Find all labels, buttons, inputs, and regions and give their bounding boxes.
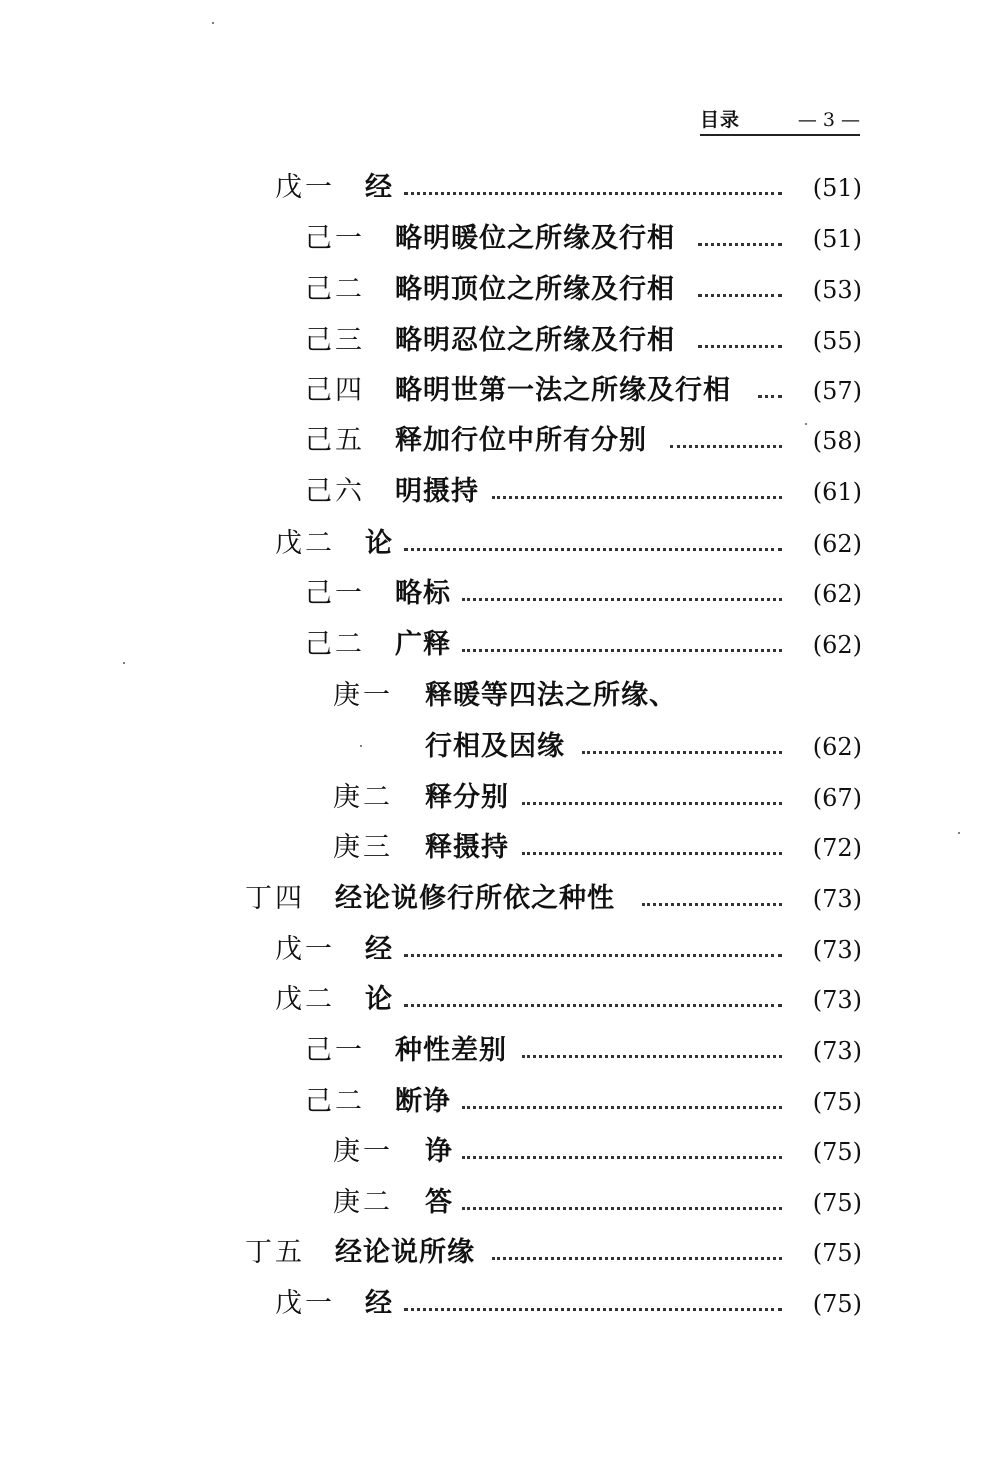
toc-entry[interactable] (0, 1132, 982, 1172)
toc-entry[interactable] (0, 828, 982, 868)
entry-code: 庚二 (333, 1187, 393, 1218)
dot-leader (576, 727, 782, 767)
entry-page: (75) (812, 1138, 862, 1166)
entry-page: (75) (812, 1239, 862, 1267)
entry-label: 略明忍位之所缘及行相 (395, 325, 675, 356)
scan-speck (212, 22, 214, 24)
entry-code: 戊一 (275, 934, 335, 965)
entry-code: 己四 (305, 375, 365, 406)
entry-page: (55) (812, 327, 862, 355)
dot-leader (398, 168, 782, 208)
running-header (700, 106, 860, 136)
entry-code: 己五 (305, 425, 365, 456)
dot-leader (516, 778, 782, 818)
entry-code: 己一 (305, 1035, 365, 1066)
toc-entry[interactable] (0, 625, 982, 665)
entry-label: 广释 (395, 629, 451, 660)
entry-page: (75) (812, 1189, 862, 1217)
entry-label: 诤 (425, 1136, 453, 1167)
entry-code: 丁四 (245, 883, 305, 914)
entry-page: (73) (812, 936, 862, 964)
toc-entry[interactable] (0, 371, 982, 411)
entry-label: 种性差别 (395, 1035, 507, 1066)
scan-speck (360, 745, 362, 747)
dot-leader (486, 472, 782, 512)
entry-page: (73) (812, 986, 862, 1014)
entry-code: 戊一 (275, 172, 335, 203)
entry-code: 戊二 (275, 528, 335, 559)
toc-entry[interactable] (0, 879, 982, 919)
dot-leader (456, 574, 782, 614)
dot-leader (456, 1082, 782, 1122)
entry-label: 略明顶位之所缘及行相 (395, 274, 675, 305)
scan-speck (123, 662, 125, 664)
dot-leader (456, 625, 782, 665)
entry-label: 行相及因缘 (425, 731, 565, 762)
entry-label: 略标 (395, 578, 451, 609)
entry-page: (62) (812, 733, 862, 761)
dot-leader (456, 1132, 782, 1172)
toc-entry[interactable] (0, 574, 982, 614)
entry-label: 释暖等四法之所缘、 (425, 680, 677, 711)
entry-page: (62) (812, 580, 862, 608)
dot-leader (516, 1031, 782, 1071)
dot-leader (398, 1284, 782, 1324)
entry-label: 经 (365, 172, 393, 203)
entry-label: 经 (365, 1288, 393, 1319)
toc-entry[interactable] (0, 676, 982, 716)
toc-entry[interactable] (0, 270, 982, 310)
dot-leader (516, 828, 782, 868)
entry-code: 己三 (305, 325, 365, 356)
toc-entry[interactable] (0, 1082, 982, 1122)
scan-speck (958, 832, 960, 834)
dot-leader (692, 219, 782, 259)
entry-label: 释摄持 (425, 832, 509, 863)
entry-code: 己二 (305, 1086, 365, 1117)
toc-entry[interactable] (0, 980, 982, 1020)
entry-code: 戊一 (275, 1288, 335, 1319)
header-page-number: — 3 — (797, 109, 860, 131)
entry-label: 明摄持 (395, 476, 479, 507)
dot-leader (692, 270, 782, 310)
entry-page: (75) (812, 1290, 862, 1318)
entry-code: 庚一 (333, 1136, 393, 1167)
toc-entry[interactable] (0, 321, 982, 361)
entry-code: 己一 (305, 223, 365, 254)
entry-page: (58) (812, 427, 862, 455)
dot-leader (692, 321, 782, 361)
toc-entry[interactable] (0, 778, 982, 818)
entry-page: (51) (812, 174, 862, 202)
dot-leader (398, 524, 782, 564)
entry-page: (73) (812, 1037, 862, 1065)
entry-page: (51) (812, 225, 862, 253)
entry-code: 丁五 (245, 1237, 305, 1268)
entry-page: (61) (812, 478, 862, 506)
entry-code: 己六 (305, 476, 365, 507)
dot-leader (636, 879, 782, 919)
entry-code: 庚三 (333, 832, 393, 863)
dot-leader (398, 930, 782, 970)
header-title: 目录 (700, 109, 741, 131)
entry-page: (57) (812, 377, 862, 405)
toc-entry[interactable] (0, 1233, 982, 1273)
dot-leader (486, 1233, 782, 1273)
entry-page: (67) (812, 784, 862, 812)
entry-code: 己二 (305, 274, 365, 305)
entry-label: 经论说修行所依之种性 (335, 883, 615, 914)
toc-entry[interactable] (0, 219, 982, 259)
dot-leader (664, 421, 782, 461)
dot-leader (398, 980, 782, 1020)
entry-page: (75) (812, 1088, 862, 1116)
toc-entry[interactable] (0, 524, 982, 564)
toc-entry[interactable] (0, 930, 982, 970)
entry-page: (53) (812, 276, 862, 304)
entry-code: 庚二 (333, 782, 393, 813)
toc-entry[interactable] (0, 421, 982, 461)
entry-label: 论 (365, 984, 393, 1015)
toc-entry-continuation[interactable] (0, 727, 982, 767)
entry-code: 己一 (305, 578, 365, 609)
toc-entry[interactable] (0, 1183, 982, 1223)
dot-leader (456, 1183, 782, 1223)
toc-entry[interactable] (0, 472, 982, 512)
toc-entry[interactable] (0, 1284, 982, 1324)
entry-label: 答 (425, 1187, 453, 1218)
entry-label: 释加行位中所有分别 (395, 425, 647, 456)
entry-label: 经 (365, 934, 393, 965)
entry-page: (72) (812, 834, 862, 862)
entry-label: 断诤 (395, 1086, 451, 1117)
entry-label: 略明世第一法之所缘及行相 (395, 375, 731, 406)
entry-label: 论 (365, 528, 393, 559)
entry-code: 戊二 (275, 984, 335, 1015)
entry-code: 庚一 (333, 680, 393, 711)
toc-entry[interactable] (0, 168, 982, 208)
entry-code: 己二 (305, 629, 365, 660)
entry-page: (62) (812, 631, 862, 659)
entry-label: 略明暖位之所缘及行相 (395, 223, 675, 254)
scan-speck (805, 423, 807, 425)
entry-label: 经论说所缘 (335, 1237, 475, 1268)
entry-page: (62) (812, 530, 862, 558)
entry-page: (73) (812, 885, 862, 913)
toc-entry[interactable] (0, 1031, 982, 1071)
dot-leader (752, 371, 782, 411)
entry-label: 释分别 (425, 782, 509, 813)
